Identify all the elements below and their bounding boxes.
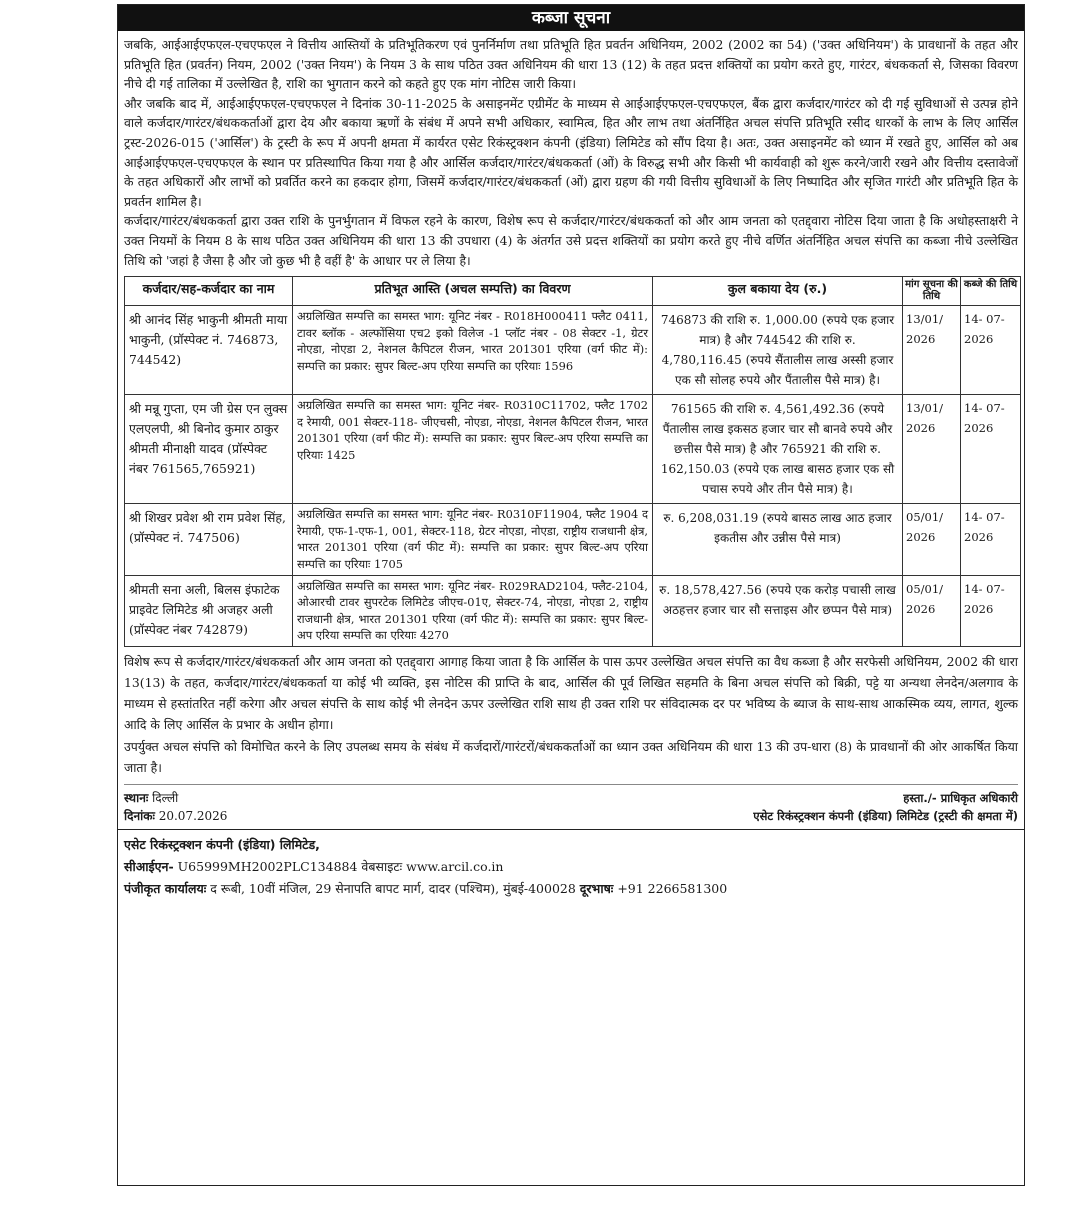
possession-date-cell: 14- 07- 2026: [961, 504, 1021, 575]
header-borrower: कर्जदार/सह-कर्जदार का नाम: [125, 277, 293, 306]
borrower-cell: श्री मन्नू गुप्ता, एम जी ग्रेस एन लुक्स एलएलपी, श्री बिनोद कुमार ठाकुर श्रीमती मीनाक्षी यादव (प्रॉस्पेक्ट नंबर 761565,765921): [125, 395, 293, 504]
signed-line: हस्ता./- प्राधिकृत अधिकारी: [903, 791, 1018, 806]
asset-cell: अग्रलिखित सम्पत्ति का समस्त भाग: यूनिट नंबर- R0310F11904, फ्लैट 1904 द रेमायी, एफ-1-एफ-1, 001, सेक्टर-118, ग्रेटर नोएडा, नोएडा, राष्ट्रीय राजधानी क्षेत्र, भारत 201301 एरिया (वर्ग फीट में): सम्पत्ति का प्रकार: सुपर बिल्ट-अप एरिया सम्पत्ति का एरियाः 1705: [293, 504, 653, 575]
cin-value: U65999MH2002PLC134884: [177, 859, 358, 875]
asset-cell: अग्रलिखित सम्पत्ति का समस्त भाग: यूनिट नंबर - R018H000411 फ्लैट 0411, टावर ब्लॉक - अल्फोंसिया एच2 इको विलेज -1 प्लॉट नंबर - 08 सेक्टर -1, ग्रेटर नोएडा, नोएडा 2, नेशनल कैपिटल रीजन, भारत 201301 एरिया (वर्ग फीट में): सम्पत्ति का प्रकार: सुपर बिल्ट-अप एरिया सम्पत्ति का एरियाः 1596: [293, 306, 653, 395]
office-label: पंजीकृत कार्यालयः: [124, 881, 207, 897]
phone-label: दूरभाषः: [579, 881, 614, 897]
intro-text: [118, 31, 1024, 270]
table-row: [125, 395, 1021, 504]
header-demand-date: मांग सूचना की तिथि: [903, 277, 961, 306]
phone-value: +91 2266581300: [617, 881, 728, 897]
borrower-table: [124, 276, 1021, 647]
possession-date-cell: 14- 07- 2026: [961, 575, 1021, 646]
signature-block: [124, 784, 1018, 823]
demand-date-cell: 13/01/ 2026: [903, 395, 961, 504]
intro-paragraph-1: जबकि, आईआईएफएल-एचएफएल ने वित्तीय आस्तियों के प्रतिभूतिकरण एवं पुनर्निर्माण तथा प्रतिभूति हित प्रवर्तन अधिनियम, 2002 (2002 का 54) ('उक्त अधिनियम') के प्रावधानों के तहत और प्रतिभूति हित (प्रवर्तन) नियम, 2002 ('उक्त नियम') के नियम 3 के साथ पठित उक्त अधिनियम की धारा 13 (12) के तहत प्रदत्त शक्तियों का प्रयोग करते हुए, गारंटर, बंधककर्ता से, जिसका विवरण नीचे दी गई तालिका में उल्लेखित है, राशि का भुगतान करने को कहते हुए एक मांग नोटिस जारी किया।: [124, 37, 1018, 92]
signatory-company: एसेट रिकंस्ट्रक्शन कंपनी (इंडिया) लिमिटेड (ट्रस्टी की क्षमता में): [753, 809, 1018, 824]
place-value: दिल्ली: [152, 791, 179, 806]
cin-label: सीआईएन-: [124, 859, 174, 875]
borrower-cell: श्री आनंद सिंह भाकुनी श्रीमती माया भाकुनी, (प्रॉस्पेक्ट नं. 746873, 744542): [125, 306, 293, 395]
borrower-cell: श्री शिखर प्रवेश श्री राम प्रवेश सिंह, (प्रॉस्पेक्ट नं. 747506): [125, 504, 293, 575]
place-label: स्थानः: [124, 791, 149, 806]
amount-cell: 761565 की राशि रु. 4,561,492.36 (रुपये पैंतालीस लाख इकसठ हजार चार सौ बानवे रुपये और छत्तीस पैसे मात्र) है और 765921 की राशि रु. 162,150.03 (रुपये एक लाख बासठ हजार एक सौ पचास रुपये और तीन पैसे मात्र) है।: [653, 395, 903, 504]
possession-notice: [117, 4, 1025, 1186]
closing-paragraph-2: उपर्युक्त अचल संपत्ति को विमोचित करने के लिए उपलब्ध समय के संबंध में कर्जदारों/गारंटरों/बंधककर्ताओं का ध्यान उक्त अधिनियम की धारा 13 की उप-धारा (8) के प्रावधानों की ओर आकर्षित किया जाता है।: [124, 738, 1018, 775]
header-amount: कुल बकाया देय (रु.): [653, 277, 903, 306]
closing-paragraph-1: विशेष रूप से कर्जदार/गारंटर/बंधककर्ता और आम जनता को एतद्द्वारा आगाह किया जाता है कि आर्सिल के पास ऊपर उल्लेखित अचल संपत्ति का वैध कब्जा है और सरफेसी अधिनियम, 2002 की धारा 13(13) के तहत, कर्जदार/गारंटर/बंधककर्ता या कोई भी व्यक्ति, इस नोटिस की प्राप्ति के बाद, आर्सिल की पूर्व लिखित सहमति के बिना अचल संपत्ति को बिक्री, पट्टे या अन्यथा लेनदेन/अलगाव के माध्यम से हस्तांतरित नहीं करेगा और अचल संपत्ति के साथ कोई भी लेनदेन ऊपर उल्लेखित राशि साथ ही उक्त राशि पर संविदात्मक दर पर भविष्य के ब्याज के साथ-साथ आकस्मिक व्यय, लागत, शुल्क आदि के लिए आर्सिल के प्रभार के अधीन होगा।: [124, 653, 1018, 733]
website-label: वेबसाइटः: [361, 859, 403, 875]
amount-cell: रु. 18,578,427.56 (रुपये एक करोड़ पचासी लाख अठहत्तर हजार चार सौ सत्ताइस और छप्पन पैसे मात्र): [653, 575, 903, 646]
signatory: [753, 789, 1018, 825]
office-address: द रूबी, 10वीं मंजिल, 29 सेनापति बापट मार्ग, दादर (पश्चिम), मुंबई-400028: [210, 881, 576, 897]
table-row: [125, 306, 1021, 395]
demand-date-cell: 05/01/ 2026: [903, 504, 961, 575]
table-row: [125, 575, 1021, 646]
table-row: [125, 504, 1021, 575]
demand-date-cell: 13/01/ 2026: [903, 306, 961, 395]
date-value: 20.07.2026: [158, 809, 228, 824]
asset-cell: अग्रलिखित सम्पत्ति का समस्त भाग: यूनिट नंबर- R0310C11702, फ्लैट 1702 द रेमायी, 001 सेक्टर-118- जीएचसी, नोएडा, नोएडा, नेशनल कैपिटल रीजन, भारत 201301 एरिया (वर्ग फीट में): सम्पत्ति का प्रकार: सुपर बिल्ट-अप एरिया सम्पत्ति का एरियाः 1425: [293, 395, 653, 504]
possession-date-cell: 14- 07- 2026: [961, 395, 1021, 504]
possession-date-cell: 14- 07- 2026: [961, 306, 1021, 395]
table-header-row: [125, 277, 1021, 306]
demand-date-cell: 05/01/ 2026: [903, 575, 961, 646]
intro-paragraph-3: कर्जदार/गारंटर/बंधककर्ता द्वारा उक्त राशि के पुनर्भुगतान में विफल रहने के कारण, विशेष रूप से कर्जदार/गारंटर/बंधककर्ता को और आम जनता को एतद्द्वारा नोटिस दिया जाता है कि अधोहस्ताक्षरी ने उक्त नियमों के नियम 8 के साथ पठित उक्त अधिनियम की धारा 13 की उपधारा (4) के अंतर्गत उसे प्रदत्त शक्तियों का प्रयोग करते हुए नीचे वर्णित अंतर्निहित अचल संपत्ति का कब्जा नीचे उल्लेखित तिथि को 'जहां है जैसा है और जो कुछ भी है वहीं है' के आधार पर ले लिया है।: [124, 213, 1018, 268]
website-link[interactable]: www.arcil.co.in: [406, 859, 504, 875]
company-details: [118, 829, 1024, 904]
borrower-cell: श्रीमती सना अली, बिलस इंफाटेक प्राइवेट लिमिटेड श्री अजहर अली (प्रॉस्पेक्ट नंबर 742879): [125, 575, 293, 646]
asset-cell: अग्रलिखित सम्पत्ति का समस्त भाग: यूनिट नंबर- R029RAD2104, फ्लैट-2104, ओआरची टावर सुपरटेक लिमिटेड जीएच-01ए, सेक्टर-74, नोएडा, नोएडा 2, राष्ट्रीय राजधानी क्षेत्र, भारत 201301 एरिया (वर्ग फीट में): सम्पत्ति का प्रकार: सुपर बिल्ट-अप एरिया सम्पत्ति का एरियाः 4270: [293, 575, 653, 646]
company-name: एसेट रिकंस्ट्रक्शन कंपनी (इंडिया) लिमिटेड,: [124, 837, 320, 853]
notice-title: कब्जा सूचना: [118, 5, 1024, 31]
amount-cell: 746873 की राशि रु. 1,000.00 (रुपये एक हजार मात्र) है और 744542 की राशि रु. 4,780,116.45 (रुपये सैंतालीस लाख अस्सी हजार एक सौ सोलह रुपये और पैंतालीस पैसे मात्र) है।: [653, 306, 903, 395]
place-date: [124, 789, 227, 825]
header-asset: प्रतिभूत आस्ति (अचल सम्पत्ति) का विवरण: [293, 277, 653, 306]
intro-paragraph-2: और जबकि बाद में, आईआईएफएल-एचएफएल ने दिनांक 30-11-2025 के असाइनमेंट एग्रीमेंट के माध्यम से आईआईएफएल-एचएफएल, बैंक द्वारा कर्जदार/गारंटर को दी गई सुविधाओं से उत्पन्न होने वाले कर्जदार/गारंटर/बंधककर्ताओं द्वारा देय और बकाया ऋणों के संबंध में अपने सभी अधिकार, स्वामित्व, हित और लाभ तथा अंतर्निहित अचल संपत्ति प्रतिभूति रसीद धारकों के लाभ के लिए आर्सिल ट्रस्ट-2026-015 ('आर्सिल') के ट्रस्टी के रूप में अपनी क्षमता में कार्यरत एसेट रिकंस्ट्रक्शन कंपनी (इंडिया) लिमिटेड को सौंप दिया है। अतः, उक्त असाइनमेंट को ध्यान में रखते हुए, आर्सिल को अब आईआईएफएल-एचएफएल के स्थान पर प्रतिस्थापित किया गया है और आर्सिल कर्जदार/गारंटर/बंधककर्ता (ओं) के विरुद्ध सभी और किसी भी कार्यवाही को शुरू करने/जारी रखने और वित्तीय दस्तावेजों के तहत अधिकारों और लाभों को प्रवर्तित करने का हकदार होगा, जिसमें कर्जदार/गारंटर/बंधककर्ता (ओं) द्वारा ग्रहण की गयी वित्तीय सुविधाओं के लिए निष्पादित और सृजित गारंटी और प्रतिभूति हित के प्रवर्तन शामिल है।: [124, 95, 1018, 209]
amount-cell: रु. 6,208,031.19 (रुपये बासठ लाख आठ हजार इकतीस और उन्नीस पैसे मात्र): [653, 504, 903, 575]
closing-text: [118, 647, 1024, 778]
date-label: दिनांकः: [124, 809, 155, 824]
header-possession-date: कब्जे की तिथि: [961, 277, 1021, 306]
